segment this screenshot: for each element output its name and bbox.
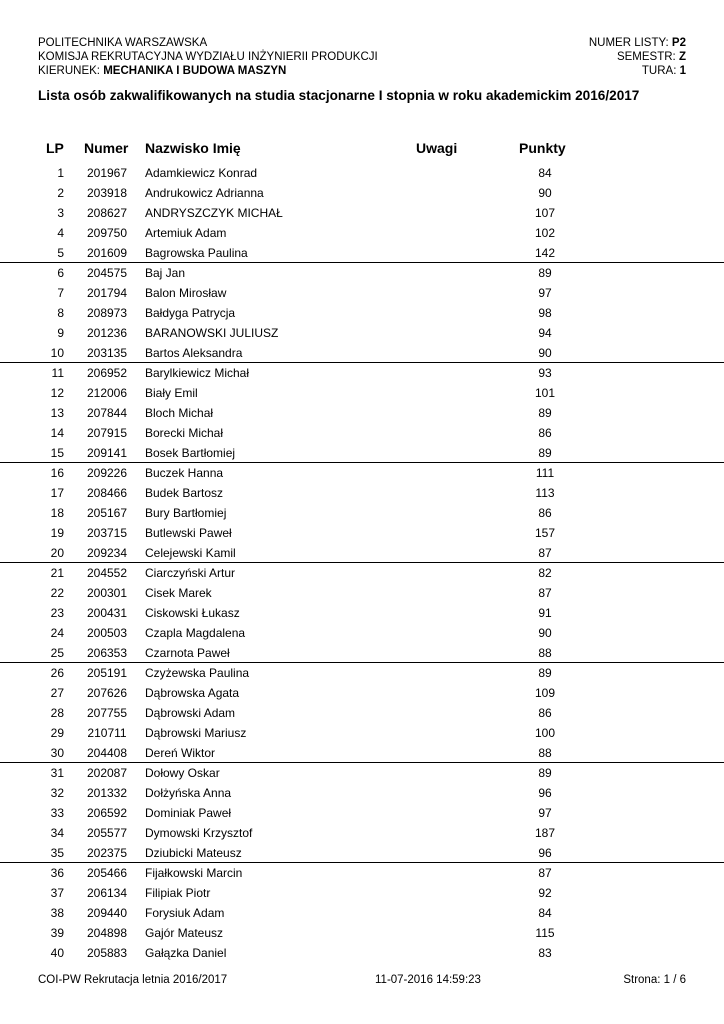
row-points: 86 xyxy=(538,706,552,720)
row-name: Dąbrowski Adam xyxy=(145,706,236,720)
row-points: 109 xyxy=(534,686,556,700)
row-lp: 33 xyxy=(50,806,64,820)
row-name: Bagrowska Paulina xyxy=(145,246,248,260)
row-lp: 24 xyxy=(50,626,64,640)
table-row xyxy=(0,903,724,923)
table-row xyxy=(0,763,724,783)
row-points: 111 xyxy=(535,466,555,480)
row-number: 202375 xyxy=(86,846,128,860)
footer-timestamp: 11-07-2016 14:59:23 xyxy=(375,974,481,986)
table-row xyxy=(0,383,724,403)
row-name: Gałązka Daniel xyxy=(145,946,227,960)
table-row xyxy=(0,723,724,743)
row-lp: 3 xyxy=(57,206,64,220)
row-lp: 30 xyxy=(50,746,64,760)
row-points: 90 xyxy=(538,186,552,200)
row-lp: 14 xyxy=(50,426,64,440)
row-number: 208466 xyxy=(86,486,128,500)
list-number-value: P2 xyxy=(671,37,686,49)
row-number: 205191 xyxy=(86,666,128,680)
row-number: 203715 xyxy=(86,526,128,540)
row-lp: 34 xyxy=(50,826,64,840)
field-value: MECHANIKA I BUDOWA MASZYN xyxy=(103,65,287,77)
table-row xyxy=(0,883,724,903)
row-number: 206952 xyxy=(86,366,128,380)
row-lp: 28 xyxy=(50,706,64,720)
row-points: 97 xyxy=(538,286,552,300)
row-number: 201967 xyxy=(86,166,128,180)
row-name: Baj Jan xyxy=(145,266,186,280)
row-number: 201332 xyxy=(86,786,128,800)
row-points: 90 xyxy=(538,626,552,640)
row-points: 90 xyxy=(538,346,552,360)
row-points: 94 xyxy=(538,326,552,340)
row-name: Cisek Marek xyxy=(145,586,212,600)
row-points: 92 xyxy=(538,886,552,900)
row-lp: 15 xyxy=(50,446,64,460)
round-value: 1 xyxy=(679,65,686,77)
row-name: ANDRYSZCZYK MICHAŁ xyxy=(145,206,283,220)
semester-value: Z xyxy=(678,51,686,63)
row-name: Ciarczyński Artur xyxy=(145,566,236,580)
row-points: 84 xyxy=(538,906,552,920)
table-row xyxy=(0,263,724,283)
row-lp: 32 xyxy=(50,786,64,800)
row-lp: 29 xyxy=(50,726,64,740)
row-number: 209750 xyxy=(86,226,128,240)
row-lp: 7 xyxy=(57,286,64,300)
row-points: 115 xyxy=(535,926,555,940)
row-number: 207844 xyxy=(86,406,128,420)
row-lp: 6 xyxy=(57,266,64,280)
col-header-punkty: Punkty xyxy=(519,140,566,156)
row-number: 206134 xyxy=(86,886,128,900)
row-lp: 21 xyxy=(50,566,64,580)
row-number: 205577 xyxy=(86,826,128,840)
col-header-lp: LP xyxy=(46,140,64,156)
table-row xyxy=(0,863,724,883)
footer-system: COI-PW Rekrutacja letnia 2016/2017 xyxy=(38,974,228,986)
row-name: Dąbrowski Mariusz xyxy=(145,726,247,740)
row-number: 212006 xyxy=(86,386,128,400)
col-header-numer: Numer xyxy=(84,140,129,156)
institution-header xyxy=(38,36,378,78)
commission-name: KOMISJA REKRUTACYJNA WYDZIAŁU INŻYNIERII PRODUKCJI xyxy=(38,51,378,63)
table-row xyxy=(0,523,724,543)
table-row xyxy=(0,363,724,383)
row-number: 205466 xyxy=(86,866,128,880)
row-lp: 4 xyxy=(57,226,64,240)
table-row xyxy=(0,783,724,803)
row-number: 205167 xyxy=(86,506,128,520)
row-points: 96 xyxy=(538,846,552,860)
row-lp: 13 xyxy=(50,406,64,420)
row-number: 203135 xyxy=(86,346,128,360)
row-points: 83 xyxy=(538,946,552,960)
row-number: 204552 xyxy=(86,566,128,580)
row-points: 89 xyxy=(538,766,552,780)
row-name: Borecki Michał xyxy=(145,426,224,440)
table-row xyxy=(0,923,724,943)
row-points: 91 xyxy=(538,606,552,620)
row-points: 84 xyxy=(538,166,552,180)
row-lp: 23 xyxy=(50,606,64,620)
row-number: 205883 xyxy=(86,946,128,960)
table-row xyxy=(0,323,724,343)
row-points: 87 xyxy=(538,546,552,560)
row-number: 200431 xyxy=(86,606,128,620)
table-row xyxy=(0,303,724,323)
row-name: Butlewski Paweł xyxy=(145,526,232,540)
row-name: Dołżyńska Anna xyxy=(145,786,232,800)
row-name: Gajór Mateusz xyxy=(145,926,224,940)
row-lp: 12 xyxy=(50,386,64,400)
row-lp: 31 xyxy=(50,766,64,780)
row-lp: 1 xyxy=(57,166,64,180)
row-points: 89 xyxy=(538,666,552,680)
table-row xyxy=(0,423,724,443)
row-name: Budek Bartosz xyxy=(145,486,224,500)
row-points: 86 xyxy=(538,506,552,520)
table-row xyxy=(0,483,724,503)
table-row xyxy=(0,183,724,203)
row-number: 210711 xyxy=(87,726,127,740)
table-row xyxy=(0,943,724,963)
row-points: 100 xyxy=(534,726,556,740)
row-number: 209226 xyxy=(86,466,128,480)
row-points: 98 xyxy=(538,306,552,320)
row-points: 89 xyxy=(538,446,552,460)
table-row xyxy=(0,223,724,243)
row-points: 97 xyxy=(538,806,552,820)
row-name: Balon Mirosław xyxy=(145,286,227,300)
row-lp: 27 xyxy=(50,686,64,700)
row-points: 93 xyxy=(538,366,552,380)
row-points: 82 xyxy=(538,566,552,580)
round-label: TURA: xyxy=(641,65,677,77)
row-points: 87 xyxy=(538,586,552,600)
row-name: Biały Emil xyxy=(145,386,198,400)
row-number: 201609 xyxy=(86,246,128,260)
row-number: 209440 xyxy=(86,906,128,920)
semester xyxy=(589,50,686,64)
row-name: Bury Bartłomiej xyxy=(145,506,227,520)
table-row xyxy=(0,163,724,183)
row-name: Czyżewska Paulina xyxy=(145,666,250,680)
table-row xyxy=(0,623,724,643)
row-lp: 16 xyxy=(50,466,64,480)
row-points: 88 xyxy=(538,646,552,660)
list-number xyxy=(589,36,686,50)
row-lp: 36 xyxy=(50,866,64,880)
table-row xyxy=(0,743,724,763)
list-meta xyxy=(589,36,686,78)
row-name: Dymowski Krzysztof xyxy=(145,826,253,840)
table-row xyxy=(0,843,724,863)
row-name: Buczek Hanna xyxy=(145,466,224,480)
row-name: Czarnota Paweł xyxy=(145,646,230,660)
row-name: Bałdyga Patrycja xyxy=(145,306,236,320)
row-number: 200301 xyxy=(86,586,128,600)
row-lp: 25 xyxy=(50,646,64,660)
row-number: 208973 xyxy=(86,306,128,320)
row-name: Dołowy Oskar xyxy=(145,766,220,780)
row-name: Forysiuk Adam xyxy=(145,906,225,920)
row-lp: 5 xyxy=(57,246,64,260)
row-lp: 38 xyxy=(50,906,64,920)
row-lp: 11 xyxy=(51,366,64,380)
row-number: 208627 xyxy=(86,206,128,220)
row-name: Dereń Wiktor xyxy=(145,746,216,760)
row-points: 89 xyxy=(538,406,552,420)
row-number: 209141 xyxy=(86,446,128,460)
field-of-study xyxy=(38,64,378,78)
footer-page: Strona: 1 / 6 xyxy=(623,974,686,986)
row-points: 89 xyxy=(538,266,552,280)
row-number: 201794 xyxy=(86,286,128,300)
row-number: 206353 xyxy=(86,646,128,660)
table-row xyxy=(0,563,724,583)
table-row xyxy=(0,403,724,423)
row-points: 187 xyxy=(534,826,556,840)
row-lp: 19 xyxy=(50,526,64,540)
row-lp: 20 xyxy=(50,546,64,560)
row-points: 102 xyxy=(534,226,556,240)
row-number: 202087 xyxy=(86,766,128,780)
university-name: POLITECHNIKA WARSZAWSKA xyxy=(38,37,208,49)
row-lp: 2 xyxy=(57,186,64,200)
table-row xyxy=(0,643,724,663)
row-lp: 17 xyxy=(50,486,64,500)
row-points: 86 xyxy=(538,426,552,440)
row-points: 107 xyxy=(534,206,556,220)
results-table xyxy=(0,163,724,963)
round xyxy=(589,64,686,78)
row-lp: 40 xyxy=(50,946,64,960)
row-points: 87 xyxy=(538,866,552,880)
row-number: 207915 xyxy=(86,426,128,440)
semester-label: SEMESTR: xyxy=(616,51,676,63)
row-lp: 35 xyxy=(50,846,64,860)
row-number: 203918 xyxy=(86,186,128,200)
list-number-label: NUMER LISTY: xyxy=(588,37,669,49)
row-points: 113 xyxy=(535,486,555,500)
row-name: Filipiak Piotr xyxy=(145,886,211,900)
table-row xyxy=(0,543,724,563)
table-row xyxy=(0,703,724,723)
row-points: 101 xyxy=(534,386,556,400)
row-lp: 10 xyxy=(50,346,64,360)
table-row xyxy=(0,443,724,463)
row-name: Adamkiewicz Konrad xyxy=(145,166,258,180)
row-name: Bartos Aleksandra xyxy=(145,346,243,360)
row-name: Dominiak Paweł xyxy=(145,806,232,820)
table-row xyxy=(0,603,724,623)
row-number: 207755 xyxy=(86,706,128,720)
row-points: 157 xyxy=(534,526,556,540)
table-row xyxy=(0,243,724,263)
row-lp: 26 xyxy=(50,666,64,680)
row-points: 142 xyxy=(534,246,556,260)
row-points: 96 xyxy=(538,786,552,800)
row-number: 200503 xyxy=(86,626,128,640)
row-name: Bloch Michał xyxy=(145,406,214,420)
table-row xyxy=(0,203,724,223)
table-row xyxy=(0,583,724,603)
row-name: Fijałkowski Marcin xyxy=(145,866,243,880)
table-row xyxy=(0,343,724,363)
table-row xyxy=(0,463,724,483)
col-header-uwagi: Uwagi xyxy=(416,140,458,156)
row-lp: 18 xyxy=(50,506,64,520)
row-name: Artemiuk Adam xyxy=(145,226,227,240)
row-points: 88 xyxy=(538,746,552,760)
row-number: 207626 xyxy=(86,686,128,700)
row-name: Dąbrowska Agata xyxy=(145,686,240,700)
row-lp: 37 xyxy=(50,886,64,900)
row-lp: 8 xyxy=(57,306,64,320)
row-name: Andrukowicz Adrianna xyxy=(145,186,264,200)
row-lp: 39 xyxy=(50,926,64,940)
row-name: Barylkiewicz Michał xyxy=(145,366,250,380)
row-name: BARANOWSKI JULIUSZ xyxy=(145,326,279,340)
row-number: 204575 xyxy=(86,266,128,280)
table-row xyxy=(0,663,724,683)
field-label: KIERUNEK: xyxy=(38,65,100,77)
row-lp: 22 xyxy=(50,586,64,600)
table-row xyxy=(0,803,724,823)
table-row xyxy=(0,683,724,703)
col-header-name: Nazwisko Imię xyxy=(145,140,241,156)
row-number: 204898 xyxy=(86,926,128,940)
row-number: 206592 xyxy=(86,806,128,820)
row-name: Ciskowski Łukasz xyxy=(145,606,240,620)
row-name: Czapla Magdalena xyxy=(145,626,246,640)
row-number: 204408 xyxy=(86,746,128,760)
row-number: 201236 xyxy=(86,326,128,340)
page-title: Lista osób zakwalifikowanych na studia stacjonarne I stopnia w roku akademickim 2016/2017 xyxy=(38,88,640,103)
table-row xyxy=(0,283,724,303)
table-row xyxy=(0,823,724,843)
row-name: Celejewski Kamil xyxy=(145,546,236,560)
row-name: Dziubicki Mateusz xyxy=(145,846,242,860)
row-name: Bosek Bartłomiej xyxy=(145,446,236,460)
row-lp: 9 xyxy=(57,326,64,340)
table-row xyxy=(0,503,724,523)
row-number: 209234 xyxy=(86,546,128,560)
